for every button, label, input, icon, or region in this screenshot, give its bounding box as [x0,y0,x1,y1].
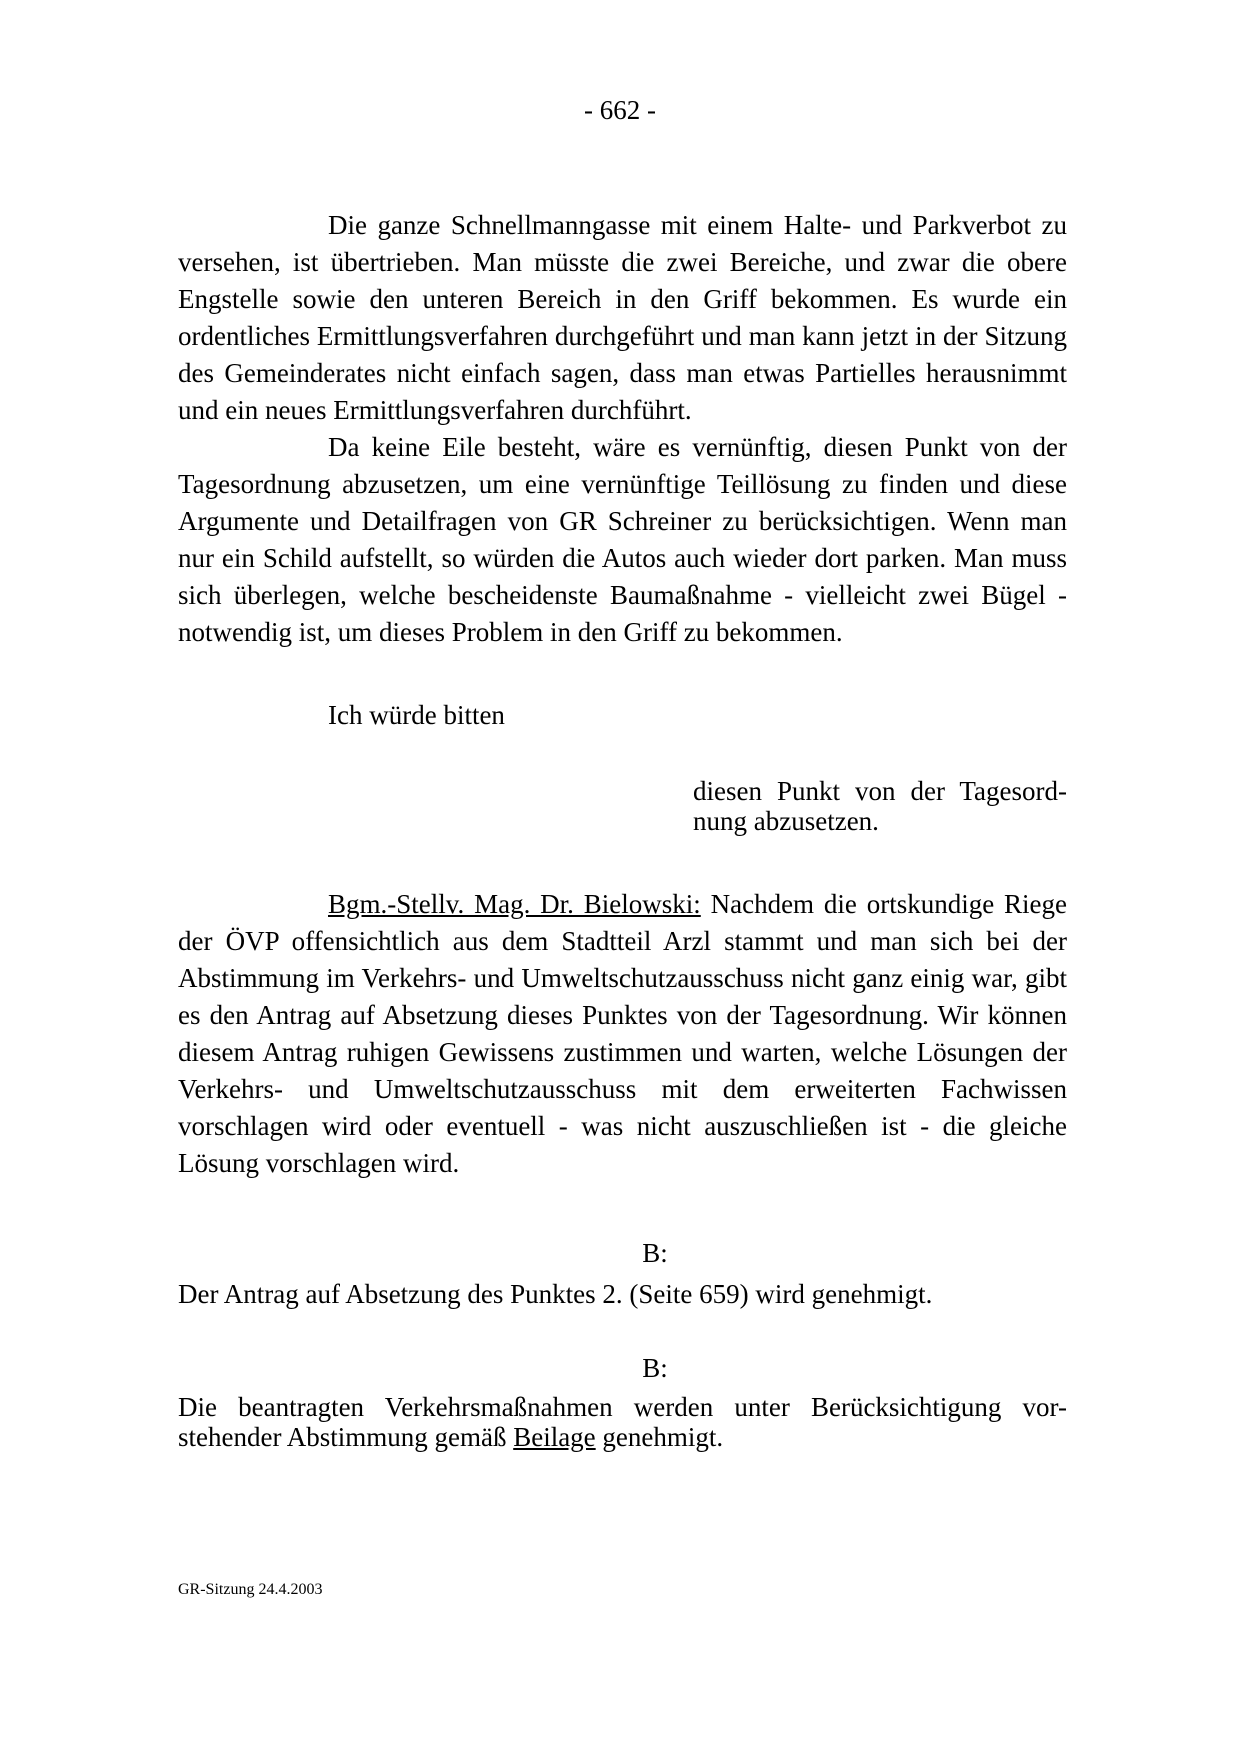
speaker-text: Nachdem die ortskundige Riege der ÖVP offensichtlich aus dem Stadtteil Arzl stammt und man sich bei der Abstimmung im Verkehrs- und Umweltschutzausschuss nicht ganz einig war, gibt es den Antrag auf Absetzung dieses Punktes von der Tagesordnung. Wir können diesem Antrag ruhigen Gewissens zustimmen und warten, welche Lösungen der Verkehrs- und Umweltschutzausschuss mit dem erweiterten Fachwissen vorschlagen wird oder eventuell - was nicht auszuschließen ist - die gleiche Lösung vorschlagen wird. [178,889,1068,1178]
speaker-name: Bgm.-Stellv. Mag. Dr. Bielowski: [328,889,701,919]
decision-text [178,1392,1067,1452]
decision-text: Der Antrag auf Absetzung des Punktes 2. (Seite 659) wird genehmigt. [178,1279,933,1309]
paragraph [178,886,1067,1182]
motion-line: diesen Punkt von der Tagesord- [693,776,1067,806]
footer-meeting-date: GR-Sitzung 24.4.2003 [178,1581,323,1598]
paragraph: Da keine Eile besteht, wäre es vernünftig, diesen Punkt von der Tagesordnung abzusetzen, um eine vernünftige Teillösung zu finden und diese Argumente und Detailfragen von GR Schreiner zu berücksichtigen. Wenn man nur ein Schild aufstellt, so würden die Autos auch wieder dort parken. Man muss sich überlegen, welche bescheidenste Baumaßnahme - vielleicht zwei Bügel - notwendig ist, um dieses Problem in den Griff zu bekommen. [178,432,1067,647]
decision-marker: B: [642,1238,668,1268]
decision-line: Die beantragten Verkehrsmaßnahmen werden unter Berücksichtigung vor- [178,1392,1067,1422]
decision-line-end: genehmigt. [595,1422,724,1452]
speaker-statement [178,886,1067,1182]
page-number: - 662 - [584,95,656,125]
decision-line-start: stehender Abstimmung gemäß [178,1422,514,1452]
statement-block [178,207,1067,651]
paragraph: Die ganze Schnellmanngasse mit einem Halte- und Parkverbot zu versehen, ist übertrieben. Man müsste die zwei Bereiche, und zwar die obere Engstelle sowie den unteren Bereich in den Griff bekommen. Es wurde ein ordentliches Ermittlungsverfahren durchgeführt und man kann jetzt in der Sitzung des Gemeinderates nicht einfach sagen, dass man etwas Partielles herausnimmt und ein neues Ermittlungsverfahren durchführt. [178,210,1067,425]
motion-text [693,776,1067,836]
motion-line: nung abzusetzen. [693,806,879,836]
decision-marker: B: [642,1353,668,1383]
request-line: Ich würde bitten [328,700,505,730]
decision-line [178,1422,1067,1452]
attachment-reference: Beilage [513,1422,596,1452]
